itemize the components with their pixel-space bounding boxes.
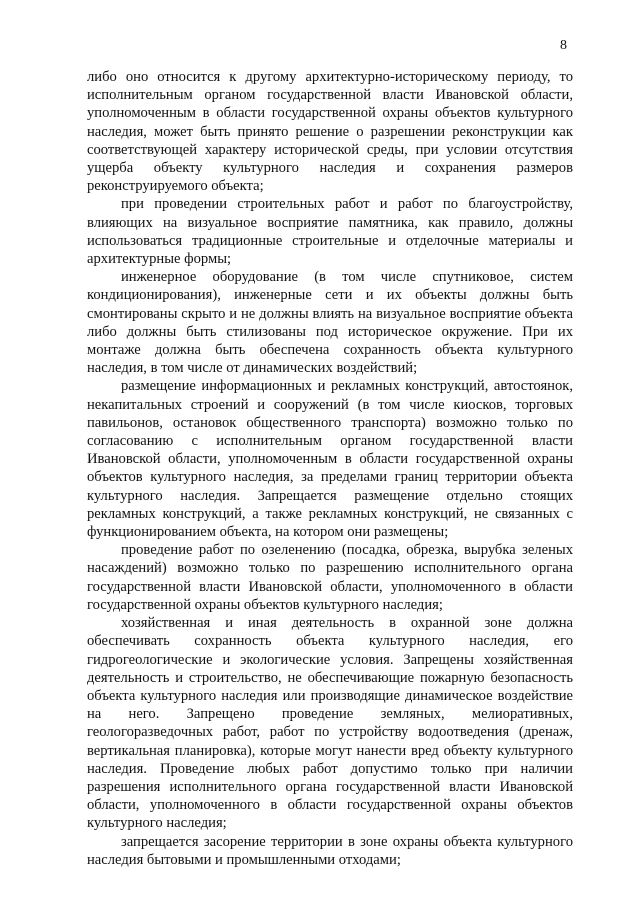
paragraph-construction-works: при проведении строительных работ и работ по благоустройству, влияющих на визуальное восприятие памятника, как правило, должны использоваться традиционные строительные и отделочные материалы и архитектурные формы; bbox=[87, 196, 573, 268]
paragraph-engineering-equipment: инженерное оборудование (в том числе спутниковое, систем кондиционирования), инженерные сети и их объекты должны быть смонтированы скрыто и не должны влиять на визуальное восприятие объекта либо должны быть стилизованы под историческое окружение. При их монтаже должна быть обеспечена сохранность объекта культурного наследия, в том числе от динамических воздействий; bbox=[87, 269, 573, 377]
page-number: 8 bbox=[560, 38, 567, 53]
paragraph-waste-prohibition: запрещается засорение территории в зоне охраны объекта культурного наследия бытовыми и промышленными отходами; bbox=[87, 833, 573, 868]
paragraph-advertising-structures: размещение информационных и рекламных конструкций, автостоянок, некапитальных строений и сооружений (в том числе киосков, торговых павильонов, остановок общественного транспорта) возможно только по согласованию с исполнительным органом государственной власти Ивановской области, уполномоченным в области государственной охраны объектов культурного наследия, за пределами границ территории объекта культурного наследия. Запрещается размещение отдельно стоящих рекламных конструкций, а также рекламных конструкций, не связанных с функционированием объекта, на котором они размещены; bbox=[87, 378, 573, 541]
paragraph-continuation: либо оно относится к другому архитектурно-историческому периоду, то исполнительным органом государственной власти Ивановской области, уполномоченным в области государственной охраны объектов культурного наследия, может быть принято решение о разрешении реконструкции как соответствующей характеру исторической среды, при условии отсутствия ущерба объекту культурного наследия и сохранения размеров реконструируемого объекта; bbox=[87, 69, 573, 195]
paragraph-economic-activity: хозяйственная и иная деятельность в охранной зоне должна обеспечивать сохранность объекта культурного наследия, его гидрогеологические и экологические условия. Запрещены хозяйственная деятельность и строительство, не обеспечивающие пожарную безопасность объекта культурного наследия или производящие динамическое воздействие на него. Запрещено проведение земляных, мелиоративных, геологоразведочных работ, работ по устройству водоотведения (дренаж, вертикальная планировка), которые могут нанести вред объекту культурного наследия. Проведение любых работ допустимо только при наличии разрешения исполнительного органа государственной власти Ивановской области, уполномоченного в области государственной охраны объектов культурного наследия; bbox=[87, 615, 573, 832]
document-body bbox=[87, 68, 573, 869]
paragraph-landscaping: проведение работ по озеленению (посадка, обрезка, вырубка зеленых насаждений) возможно только по разрешению исполнительного органа государственной власти Ивановской области, уполномоченного в области государственной охраны объектов культурного наследия; bbox=[87, 542, 573, 613]
